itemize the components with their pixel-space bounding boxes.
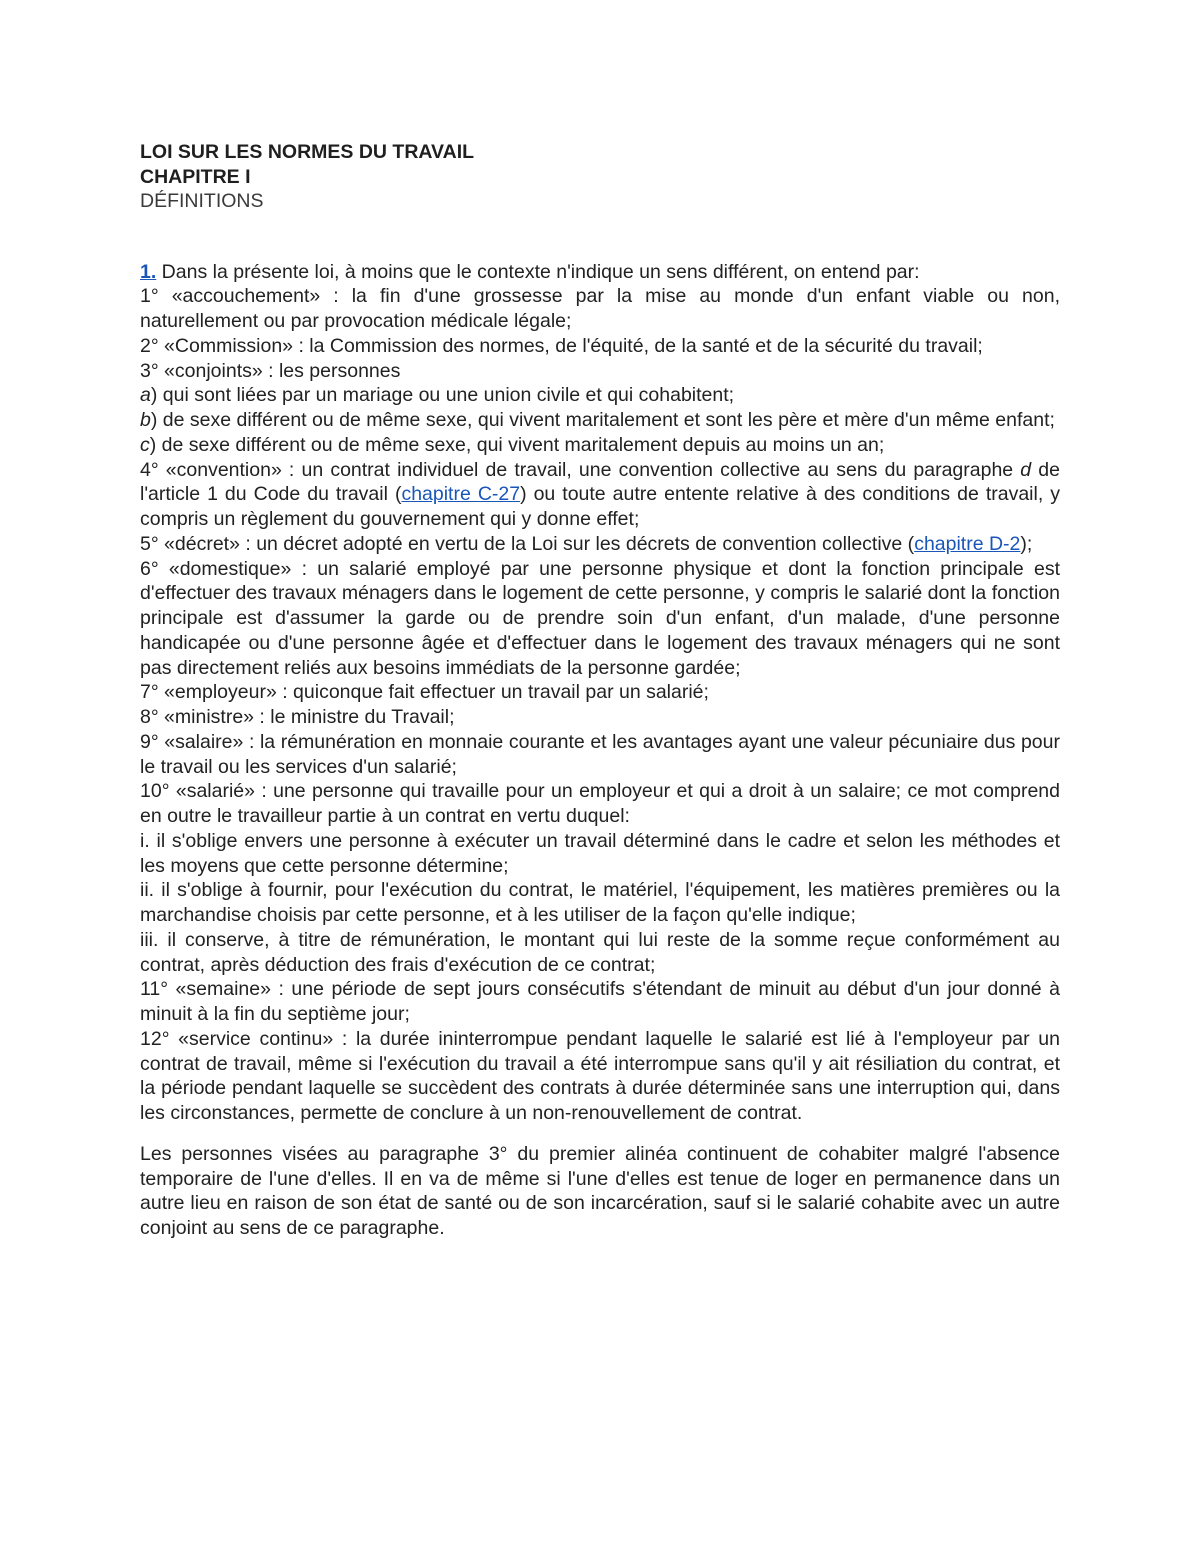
article-1 [140,260,1060,1126]
definition-3a-letter: a [140,384,151,407]
definition-3a [140,383,1060,408]
closing-text: Les personnes visées au paragraphe 3° du premier alinéa continuent de cohabiter malgré l'absence temporaire de l'une d'elles. Il en va de même si l'une d'elles est tenue de loger en permanence dans un autre lieu en raison de son état de santé ou de son incarcération, sauf si le salarié cohabite avec un autre conjoint au sens de ce paragraphe. [140,1142,1060,1239]
definition-9: 9° «salaire» : la rémunération en monnaie courante et les avantages ayant une valeur pécuniaire dus pour le travail ou les services d'un salarié; [140,730,1060,778]
definition-10-i: i. il s'oblige envers une personne à exécuter un travail déterminé dans le cadre et selon les méthodes et les moyens que cette personne détermine; [140,829,1060,877]
definition-4-text-c: ) ou toute autre entente relative à des conditions de travail, y compris un règlement du gouvernement qui y donne effet; [140,483,1061,530]
definition-3c-text: ) de sexe différent ou de même sexe, qui vivent maritalement depuis au moins un an; [149,433,885,456]
article-intro-text: Dans la présente loi, à moins que le contexte n'indique un sens différent, on entend par: [156,260,920,283]
definition-6: 6° «domestique» : un salarié employé par une personne physique et dont la fonction principale est d'effectuer des travaux ménagers dans le logement de cette personne, y compris le salarié dont la fonction principale est d'assumer la garde ou de prendre soin d'un enfant, d'un malade, d'une personne handicapée ou d'une personne âgée et d'effectuer dans le logement des travaux ménagers qui ne sont pas directement reliés aux besoins immédiats de la personne gardée; [140,557,1060,679]
definition-12: 12° «service continu» : la durée ininterrompue pendant laquelle le salarié est lié à l'employeur par un contrat de travail, même si l'exécution du travail a été interrompue sans qu'il y ait résiliation du contrat, et la période pendant laquelle se succèdent des contrats à durée déterminée sans une interruption qui, dans les circonstances, permette de conclure à un non-renouvellement de contrat. [140,1027,1060,1124]
definition-5 [140,532,1060,557]
definition-1: 1° «accouchement» : la fin d'une grossesse par la mise au monde d'un enfant viable ou non, naturellement ou par provocation médicale légale; [140,285,1060,332]
definition-7: 7° «employeur» : quiconque fait effectuer un travail par un salarié; [140,681,709,704]
article-number-link[interactable]: 1. [140,260,157,283]
definition-3c-letter: c [140,433,150,456]
definition-10-ii: ii. il s'oblige à fournir, pour l'exécution du contrat, le matériel, l'équipement, les matières premières ou la marchandise choisis par cette personne, et à les utiliser de la façon qu'elle indique; [140,879,1060,926]
definition-10: 10° «salarié» : une personne qui travaille pour un employeur et qui a droit à un salaire; ce mot comprend en outre le travailleur partie à un contrat en vertu duquel: [140,780,1060,827]
definition-4-text-a: 4° «convention» : un contrat individuel de travail, une convention collective au sens du paragraphe [140,458,1021,481]
definition-3c [140,433,1060,458]
definition-2: 2° «Commission» : la Commission des normes, de l'équité, de la santé et de la sécurité du travail; [140,334,983,357]
definition-3b [140,408,1060,433]
definition-3b-letter: b [140,409,151,431]
definition-4-text-b: de l'article 1 du Code du travail ( [140,458,1060,506]
link-chapitre-c27[interactable]: chapitre C-27 [401,483,521,506]
definition-3b-text: ) de sexe différent ou de même sexe, qui vivent maritalement et sont les père et mère d'un même enfant; [150,409,1055,431]
definition-5-text-b: ); [1020,532,1033,555]
link-chapitre-d2[interactable]: chapitre D-2 [914,532,1021,555]
definition-4 [140,458,1060,532]
definition-4-italic: d [1020,458,1032,481]
chapter-title: CHAPITRE I [140,165,251,188]
definition-8: 8° «ministre» : le ministre du Travail; [140,706,455,728]
document-title: LOI SUR LES NORMES DU TRAVAIL [140,141,475,163]
closing-paragraph [140,1142,1060,1241]
document-heading [140,140,1060,214]
document-page [140,140,1060,1241]
section-subtitle: DÉFINITIONS [140,190,264,212]
definition-3a-text: ) qui sont liées par un mariage ou une union civile et qui cohabitent; [150,384,735,407]
definition-5-text-a: 5° «décret» : un décret adopté en vertu de la Loi sur les décrets de convention collective ( [140,532,915,555]
definition-11: 11° «semaine» : une période de sept jours consécutifs s'étendant de minuit au début d'un jour donné à minuit à la fin du septième jour; [140,978,1060,1025]
article-intro [140,260,1060,285]
definition-3: 3° «conjoints» : les personnes [140,359,401,382]
definition-10-iii: iii. il conserve, à titre de rémunération, le montant qui lui reste de la somme reçue conformément au contrat, après déduction des frais d'exécution de ce contrat; [140,928,1060,976]
